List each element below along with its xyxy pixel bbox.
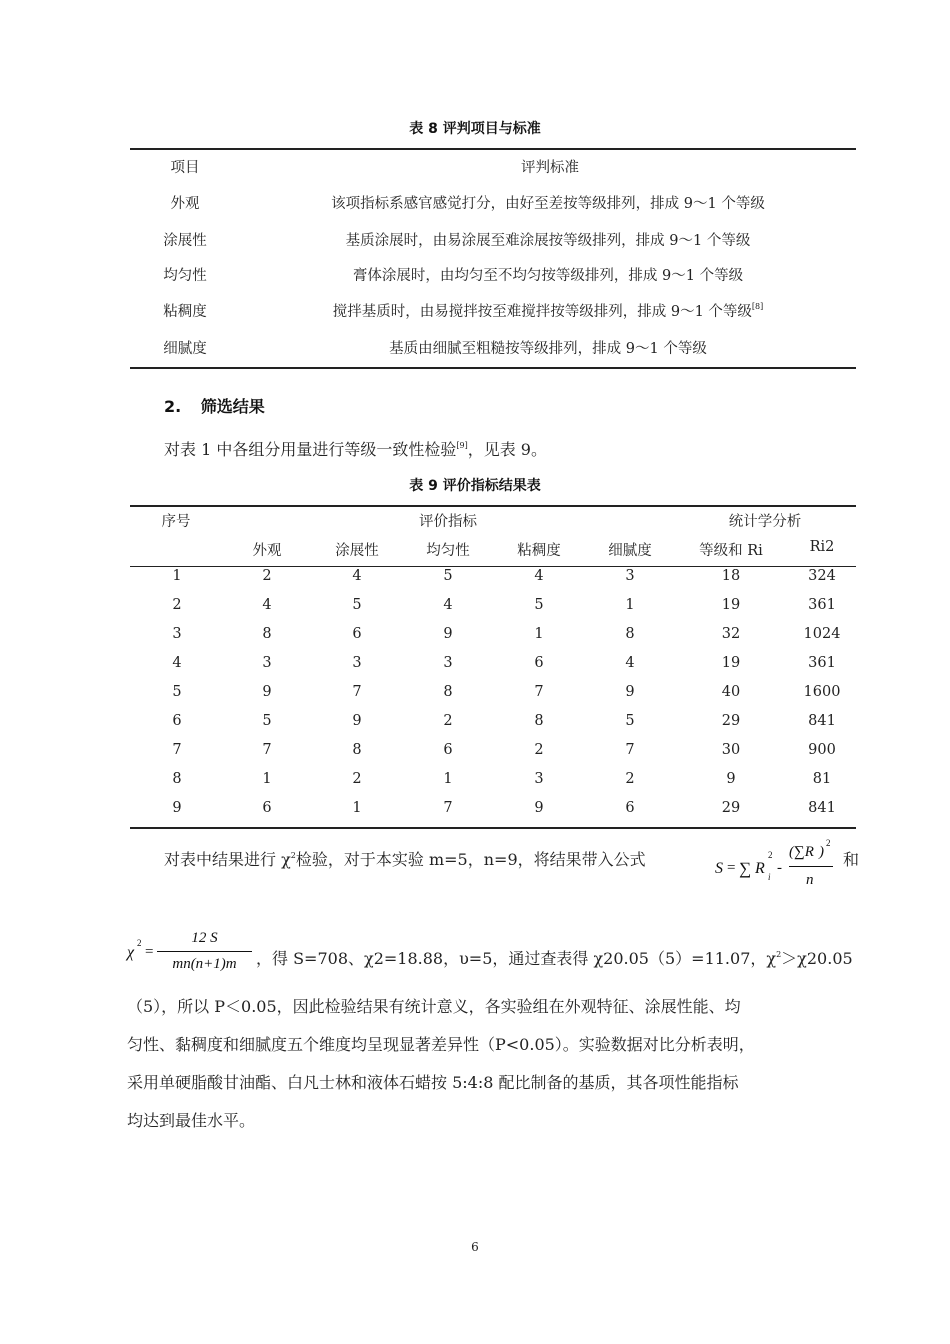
table8-standard: 基质由细腻至粗糙按等级排列，排成 9～1 个等级	[389, 341, 707, 357]
table9-cell: 324	[808, 568, 836, 584]
table9-cell: 29	[721, 800, 741, 816]
intro-text-end: ，见表 9。	[467, 440, 547, 459]
table9-cell: 5	[352, 597, 362, 613]
table9-cell: 6	[262, 800, 272, 816]
superscript: 2	[776, 950, 782, 959]
analysis-text: 检验，对于本实验 m=5，n=9，将结果带入公式	[295, 850, 646, 869]
table9-cell: 3	[443, 655, 453, 671]
table9-cell: 8	[262, 626, 272, 642]
table9-cell: 5	[262, 713, 272, 729]
table9-cell: 81	[812, 771, 832, 787]
table8-standard: 搅拌基质时，由易搅拌按至难搅拌按等级排列，排成 9～1 个等级	[332, 304, 752, 320]
table9-cell: 2	[443, 713, 453, 729]
table9-cell: 1	[443, 771, 453, 787]
chi-icon: χ	[127, 944, 135, 961]
table9-cell: 1	[625, 597, 635, 613]
table9-cell: 2	[352, 771, 362, 787]
intro-text: 对表 1 中各组分用量进行等级一致性检验	[164, 440, 457, 459]
table9-subheader: 均匀性	[426, 543, 470, 559]
formula-symbol: S	[715, 860, 723, 877]
formula-symbol: 2	[826, 838, 831, 848]
table8-caption: 表 8 评判项目与标准	[409, 121, 541, 137]
table9-cell: 3	[262, 655, 272, 671]
table9-seq-cell: 8	[172, 771, 182, 787]
formula-chi	[127, 930, 255, 980]
table9-seq-cell: 2	[172, 597, 182, 613]
formula-symbol: -	[777, 860, 782, 876]
reference-marker: [9]	[456, 441, 468, 450]
table9-subheader: 粘稠度	[517, 543, 561, 559]
table9-cell: 6	[534, 655, 544, 671]
analysis-line-4: 匀性、黏稠度和细腻度五个维度均呈现显著差异性（P<0.05）。实验数据对比分析表明，	[127, 1035, 755, 1054]
table9-cell: 1600	[803, 684, 841, 700]
formula-symbol: 2	[768, 850, 773, 860]
analysis-conjunction: 和	[843, 850, 860, 869]
section-number: 2.	[164, 397, 182, 416]
table8-header-item: 项目	[170, 160, 200, 176]
table9-cell: 7	[262, 742, 272, 758]
table9-cell: 841	[808, 800, 836, 816]
table9-cell: 9	[726, 771, 736, 787]
table9-cell: 9	[443, 626, 453, 642]
table9-seq-cell: 1	[172, 568, 182, 584]
fraction-bar	[789, 866, 833, 867]
section-heading	[164, 394, 265, 417]
table9-cell: 8	[443, 684, 453, 700]
table9-cell: 4	[443, 597, 453, 613]
analysis-text: 对表中结果进行 χ	[164, 850, 291, 869]
table9-cell: 29	[721, 713, 741, 729]
superscript: 2	[290, 851, 296, 860]
table9-cell: 7	[443, 800, 453, 816]
analysis-line-3: （5），所以 P＜0.05，因此检验结果有统计意义，各实验组在外观特征、涂展性能、均	[127, 997, 741, 1016]
table9-subheader: 涂展性	[335, 543, 379, 559]
table8-standard: 膏体涂展时，由均匀至不均匀按等级排列，排成 9～1 个等级	[352, 268, 744, 284]
formula-s	[713, 838, 843, 894]
table9-cell: 19	[721, 655, 741, 671]
formula-symbol: )	[819, 844, 824, 860]
table8-header-standard: 评判标准	[521, 160, 579, 176]
analysis-text: ＞χ20.05	[781, 949, 853, 968]
table9-caption: 表 9 评价指标结果表	[409, 478, 541, 494]
formula-symbol: =	[727, 860, 736, 876]
section-title: 筛选结果	[200, 397, 265, 416]
table9-cell: 3	[352, 655, 362, 671]
table9-seq-cell: 3	[172, 626, 182, 642]
analysis-line-6: 均达到最佳水平。	[127, 1111, 256, 1130]
table9-cell: 18	[721, 568, 741, 584]
table9-cell: 8	[625, 626, 635, 642]
table8-item: 粘稠度	[163, 304, 207, 320]
table9-cell: 5	[443, 568, 453, 584]
formula-symbol: R	[755, 860, 765, 877]
table9-cell: 2	[262, 568, 272, 584]
table9-cell: 6	[352, 626, 362, 642]
reference-marker: [8]	[751, 302, 764, 311]
formula-denominator: n	[806, 872, 814, 888]
table9-cell: 2	[625, 771, 635, 787]
table9-seq-cell: 5	[172, 684, 182, 700]
table9-cell: 4	[352, 568, 362, 584]
table9-cell: 361	[808, 655, 836, 671]
table9-cell: 9	[534, 800, 544, 816]
formula-symbol: i	[768, 872, 771, 882]
table9-seq-cell: 4	[172, 655, 182, 671]
table9-seq-cell: 7	[172, 742, 182, 758]
table9-cell: 4	[534, 568, 544, 584]
table9-cell: 3	[534, 771, 544, 787]
table9-cell: 8	[352, 742, 362, 758]
table9-bottom-rule	[130, 827, 856, 829]
table9-cell: 2	[534, 742, 544, 758]
table9-cell: 40	[721, 684, 741, 700]
table9-cell: 1	[262, 771, 272, 787]
formula-symbol: 2	[137, 938, 142, 948]
table9-cell: 8	[534, 713, 544, 729]
formula-denominator: mn(n+1)m	[172, 956, 237, 972]
page-number: 6	[471, 1240, 479, 1254]
table8-item: 细腻度	[163, 341, 207, 357]
analysis-line-1	[164, 847, 646, 870]
formula-symbol: =	[145, 944, 154, 960]
table9-header-rule	[130, 566, 856, 567]
table8-standard: 该项指标系感官感觉打分，由好至差按等级排列，排成 9～1 个等级	[331, 196, 765, 212]
table9-cell: 5	[625, 713, 635, 729]
table9-seq-cell: 6	[172, 713, 182, 729]
table9-cell: 841	[808, 713, 836, 729]
section-intro	[164, 437, 547, 460]
table9-cell: 7	[352, 684, 362, 700]
table9-cell: 5	[534, 597, 544, 613]
table8-item: 外观	[170, 196, 200, 212]
table9-cell: 1	[534, 626, 544, 642]
table9-cell: 6	[625, 800, 635, 816]
table9-header-stats: 统计学分析	[728, 514, 802, 530]
table9-cell: 4	[625, 655, 635, 671]
analysis-line-2	[256, 946, 853, 969]
table9-cell: 7	[625, 742, 635, 758]
table9-cell: 19	[721, 597, 741, 613]
table8-standard-cell	[248, 300, 848, 321]
table8-bottom-rule	[130, 367, 856, 369]
table9-cell: 30	[721, 742, 741, 758]
table9-cell: 900	[808, 742, 836, 758]
analysis-text: ，得 S=708、χ2=18.88，υ=5，通过查表得 χ20.05（5）=11.07，χ	[256, 949, 777, 968]
table9-subheader: 外观	[252, 543, 282, 559]
table9-cell: 1024	[803, 626, 841, 642]
analysis-line-5: 采用单硬脂酸甘油酯、白凡士林和液体石蜡按 5:4:8 配比制备的基质，其各项性能指标	[127, 1073, 739, 1092]
table9-header-indicators: 评价指标	[419, 514, 477, 530]
table9-subheader: 等级和 Ri	[699, 543, 763, 559]
formula-numerator: 12 S	[191, 930, 218, 946]
sum-icon: ∑	[739, 859, 752, 878]
table9-cell: 6	[443, 742, 453, 758]
table9-cell: 3	[625, 568, 635, 584]
fraction-bar	[157, 951, 252, 952]
table9-cell: 9	[352, 713, 362, 729]
table9-header-seq: 序号	[161, 514, 191, 530]
table9-top-rule	[130, 505, 856, 507]
table8-standard: 基质涂展时，由易涂展至难涂展按等级排列，排成 9～1 个等级	[345, 233, 751, 249]
table9-cell: 9	[262, 684, 272, 700]
table8-item: 涂展性	[163, 233, 207, 249]
formula-numerator: (∑R	[789, 844, 814, 860]
table9-cell: 4	[262, 597, 272, 613]
table9-cell: 32	[721, 626, 741, 642]
table8-item: 均匀性	[163, 268, 207, 284]
table9-cell: 9	[625, 684, 635, 700]
table9-cell: 7	[534, 684, 544, 700]
table9-cell: 1	[352, 800, 362, 816]
table9-seq-cell: 9	[172, 800, 182, 816]
table8-top-rule	[130, 148, 856, 150]
table9-subheader: Ri2	[809, 539, 835, 555]
table9-cell: 361	[808, 597, 836, 613]
table9-subheader: 细腻度	[608, 543, 652, 559]
